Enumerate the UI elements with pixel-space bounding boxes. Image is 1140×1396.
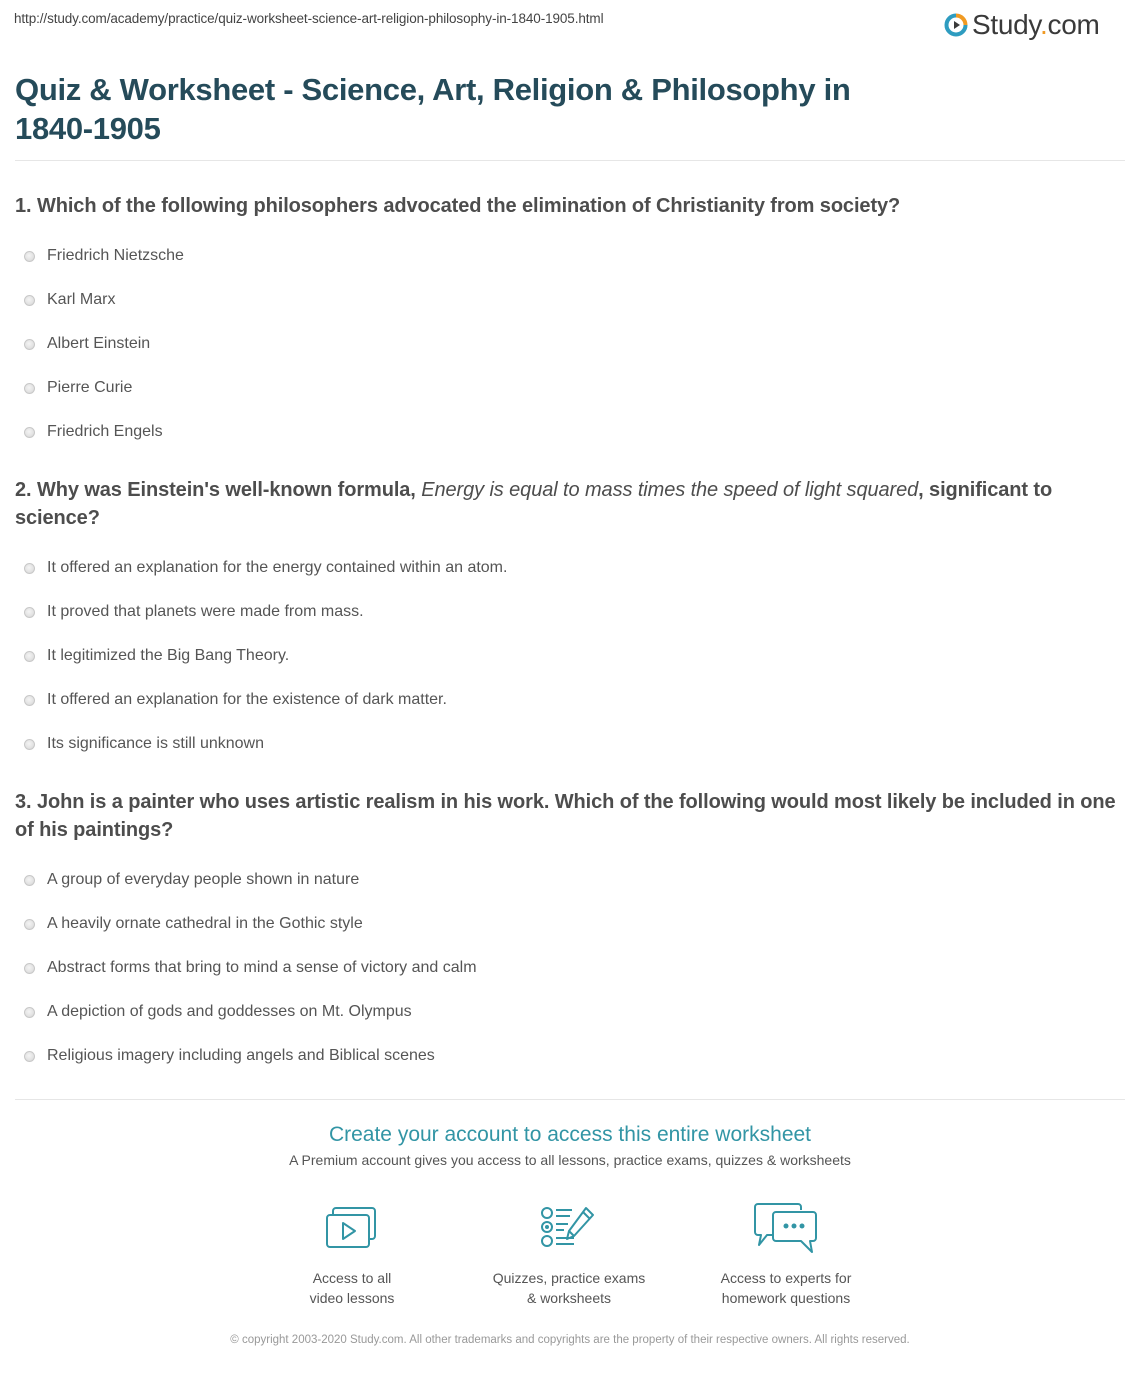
logo-text-study: Study (972, 9, 1041, 40)
answer-label: Karl Marx (47, 291, 116, 308)
logo-text-com: com (1047, 9, 1100, 40)
radio-button[interactable] (24, 651, 35, 662)
answer-option[interactable] (15, 278, 1125, 322)
answer-option[interactable] (15, 234, 1125, 278)
answer-option[interactable] (15, 902, 1125, 946)
page-title: Quiz & Worksheet - Science, Art, Religion & Philosophy in 1840-1905 (15, 72, 851, 146)
answer-option[interactable] (15, 722, 1125, 766)
question-1-text (15, 192, 1125, 220)
answer-option[interactable] (15, 1034, 1125, 1078)
radio-button[interactable] (24, 251, 35, 262)
radio-button[interactable] (24, 875, 35, 886)
radio-button[interactable] (24, 295, 35, 306)
answer-option[interactable] (15, 634, 1125, 678)
play-circle-icon (944, 13, 968, 37)
answer-label: Pierre Curie (47, 379, 133, 396)
answer-option[interactable] (15, 678, 1125, 722)
answer-label: Abstract forms that bring to mind a sense of victory and calm (47, 959, 477, 976)
answer-label: Friedrich Nietzsche (47, 247, 184, 264)
copyright-notice: © copyright 2003-2020 Study.com. All other trademarks and copyrights are the property of their respective owners. All rights reserved. (230, 1334, 910, 1346)
answer-option[interactable] (15, 990, 1125, 1034)
cta-divider (15, 1099, 1125, 1100)
radio-button[interactable] (24, 695, 35, 706)
logo-dot: . (1040, 9, 1048, 40)
question-3 (15, 788, 1125, 1078)
answer-option[interactable] (15, 322, 1125, 366)
feature-quizzes (469, 1202, 669, 1308)
question-1 (15, 192, 1125, 454)
answer-label: It proved that planets were made from mass. (47, 603, 364, 620)
cta-title[interactable]: Create your account to access this entire worksheet (328, 1123, 812, 1146)
answer-option[interactable] (15, 366, 1125, 410)
question-1-options (15, 234, 1125, 454)
answer-label: Religious imagery including angels and Biblical scenes (47, 1047, 435, 1064)
question-prompt-end: , significant to science? (15, 479, 1053, 529)
question-prompt: Which of the following philosophers advocated the elimination of Christianity from society? (36, 195, 901, 217)
question-formula-italic: Energy is equal to mass times the speed of light squared (421, 479, 919, 501)
radio-button[interactable] (24, 963, 35, 974)
answer-option[interactable] (15, 590, 1125, 634)
chat-bubbles-icon (753, 1202, 819, 1254)
answer-label: Albert Einstein (47, 335, 151, 352)
feature-video-lessons (252, 1202, 452, 1308)
radio-button[interactable] (24, 563, 35, 574)
radio-button[interactable] (24, 1007, 35, 1018)
feature-label: Access to experts for homework questions (720, 1270, 852, 1306)
page-url: http://study.com/academy/practice/quiz-worksheet-science-art-religion-philosophy-in-1840-1905.html (14, 11, 604, 26)
radio-button[interactable] (24, 919, 35, 930)
radio-button[interactable] (24, 383, 35, 394)
logo-wordmark (972, 9, 1100, 41)
radio-button[interactable] (24, 427, 35, 438)
question-2 (15, 476, 1125, 766)
video-lessons-icon (325, 1206, 379, 1250)
cta-subtitle: A Premium account gives you access to all lessons, practice exams, quizzes & worksheets (289, 1152, 851, 1168)
question-number: 3. (15, 791, 32, 813)
radio-button[interactable] (24, 607, 35, 618)
quiz-checklist-icon (540, 1205, 598, 1251)
answer-option[interactable] (15, 410, 1125, 454)
title-divider (15, 160, 1125, 161)
answer-label: A depiction of gods and goddesses on Mt. Olympus (47, 1003, 412, 1020)
answer-label: It offered an explanation for the existence of dark matter. (47, 691, 447, 708)
answer-label: Its significance is still unknown (47, 735, 264, 752)
radio-button[interactable] (24, 339, 35, 350)
study-com-logo[interactable] (944, 9, 1100, 41)
answer-label: It legitimized the Big Bang Theory. (47, 647, 290, 664)
answer-option[interactable] (15, 546, 1125, 590)
question-prompt: Why was Einstein's well-known formula, (36, 479, 416, 501)
question-3-options (15, 858, 1125, 1078)
answer-label: Friedrich Engels (47, 423, 163, 440)
feature-label: Quizzes, practice exams & worksheets (492, 1270, 646, 1306)
question-3-text (15, 788, 1125, 844)
radio-button[interactable] (24, 1051, 35, 1062)
answer-label: A group of everyday people shown in nature (47, 871, 360, 888)
answer-label: A heavily ornate cathedral in the Gothic style (47, 915, 363, 932)
question-2-text (15, 476, 1125, 532)
premium-cta (0, 1120, 1140, 1170)
question-number: 1. (15, 195, 32, 217)
question-number: 2. (15, 479, 32, 501)
answer-label: It offered an explanation for the energy contained within an atom. (47, 559, 508, 576)
answer-option[interactable] (15, 858, 1125, 902)
feature-experts (686, 1202, 886, 1308)
question-2-options (15, 546, 1125, 766)
feature-label: Access to all video lessons (309, 1270, 395, 1306)
answer-option[interactable] (15, 946, 1125, 990)
question-prompt: John is a painter who uses artistic realism in his work. Which of the following would most likely be included in one of his paintings? (15, 791, 1116, 841)
radio-button[interactable] (24, 739, 35, 750)
